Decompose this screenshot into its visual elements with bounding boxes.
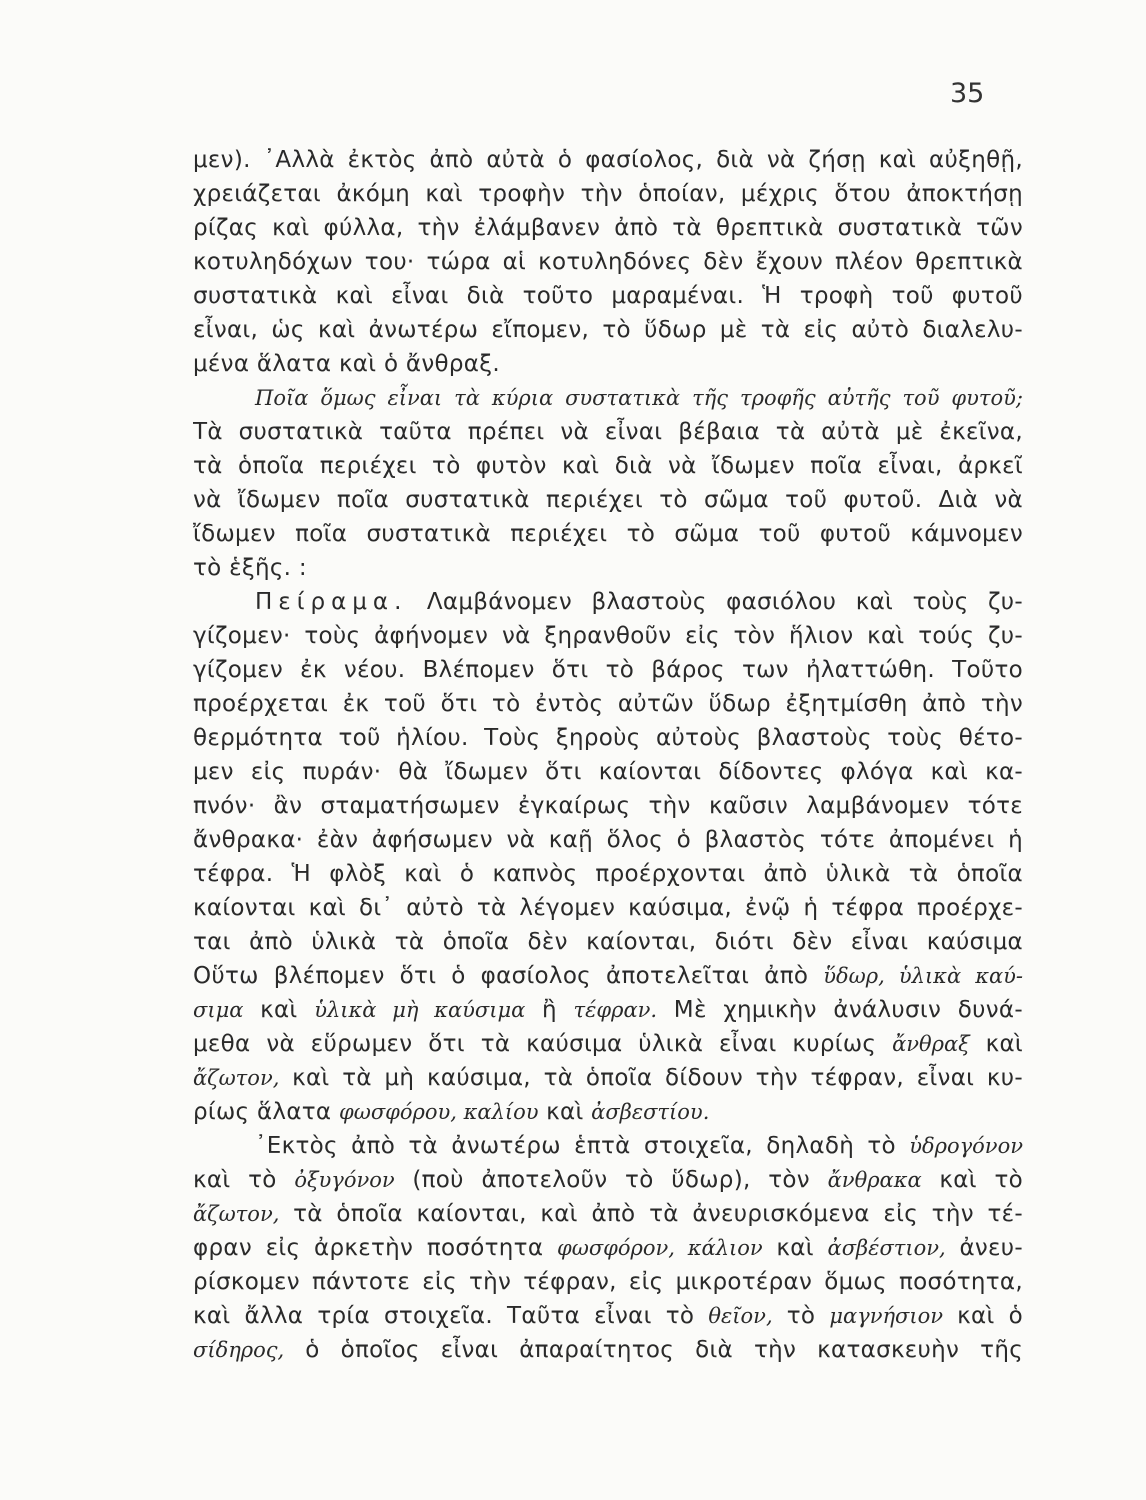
italic-term: μαγνήσιον [829, 1304, 944, 1328]
text-segment: καὶ [969, 1031, 1023, 1057]
text-line [193, 143, 1023, 177]
italic-term: ἄζωτον, [193, 1202, 280, 1226]
text-segment: Μὲ χημικὴν ἀνάλυσιν δυνά- [657, 997, 1023, 1023]
text-segment: μένα ἅλατα καὶ ὁ ἄνθραξ. [193, 351, 501, 377]
italic-term: φωσφόρον, κάλιον [557, 1236, 763, 1260]
text-segment: συστατικὰ καὶ εἶναι διὰ τοῦτο μαραμέναι. Ἡ τροφὴ τοῦ φυτοῦ [193, 283, 1023, 309]
text-segment: καίονται καὶ δι᾽ αὐτὸ τὰ λέγομεν καύσιμα, ἐνῷ ἡ τέφρα προέρχε- [193, 895, 1023, 921]
text-line [193, 415, 1023, 449]
text-segment: καὶ τὸ [193, 1167, 295, 1193]
text-segment: καὶ ὁ [943, 1303, 1023, 1329]
italic-term: ὑδρογόνον [909, 1134, 1023, 1158]
text-line [193, 1333, 1023, 1367]
italic-term: θεῖον, [708, 1304, 773, 1328]
text-line [193, 1027, 1023, 1061]
italic-term: φωσφόρου, καλίου [339, 1100, 539, 1124]
text-segment: γίζομεν ἐκ νέου. Βλέπομεν ὅτι τὸ βάρος των ἠλαττώθη. Τοῦτο [193, 657, 1023, 683]
italic-term: σιμα [193, 998, 244, 1022]
text-line [193, 721, 1023, 755]
italic-term: ἄνθραξ [892, 1032, 970, 1056]
text-segment: γίζομεν· τοὺς ἀφήνομεν νὰ ξηρανθοῦν εἰς τὸν ἥλιον καὶ τούς ζυ- [193, 623, 1023, 649]
text-line [193, 585, 1023, 619]
text-segment: προέρχεται ἐκ τοῦ ὅτι τὸ ἐντὸς αὐτῶν ὕδωρ ἐξητμίσθη ἀπὸ τὴν [193, 691, 1023, 717]
text-segment: καὶ [538, 1099, 592, 1125]
text-line [193, 483, 1023, 517]
text-segment: Λαμβάνομεν βλαστοὺς φασιόλου καὶ τοὺς ζυ- [407, 589, 1023, 615]
text-segment: θερμότητα τοῦ ἡλίου. Τοὺς ξηροὺς αὐτοὺς βλαστοὺς τοὺς θέτο- [193, 725, 1023, 751]
text-segment: μεθα νὰ εὕρωμεν ὅτι τὰ καύσιμα ὑλικὰ εἶναι κυρίως [193, 1031, 893, 1057]
text-segment: τὰ ὁποῖα καίονται, καὶ ἀπὸ τὰ ἀνευρισκόμενα εἰς τὴν τέ- [279, 1201, 1023, 1227]
text-segment: μεν εἰς πυράν· θὰ ἴδωμεν ὅτι καίονται δίδοντες φλόγα καὶ κα- [193, 759, 1023, 785]
text-line [193, 313, 1023, 347]
text-segment: μεν). ᾽Αλλὰ ἐκτὸς ἀπὸ αὐτὰ ὁ φασίολος, διὰ νὰ ζήσῃ καὶ αὐξηθῇ, [193, 147, 1023, 173]
text-line [193, 1265, 1023, 1299]
text-line [193, 619, 1023, 653]
text-line [193, 1299, 1023, 1333]
text-segment: ᾽Εκτὸς ἀπὸ τὰ ἀνωτέρω ἑπτὰ στοιχεῖα, δηλαδὴ τὸ [255, 1133, 910, 1159]
text-segment: τὰ ὁποῖα περιέχει τὸ φυτὸν καὶ διὰ νὰ ἴδωμεν ποῖα εἶναι, ἀρκεῖ [193, 453, 1023, 479]
text-line [193, 279, 1023, 313]
text-line [193, 211, 1023, 245]
italic-term: ἀσβέστιον, [827, 1236, 946, 1260]
text-segment: φραν εἰς ἀρκετὴν ποσότητα [193, 1235, 558, 1261]
text-segment: κοτυληδόχων του· τώρα αἱ κοτυληδόνες δὲν ἔχουν πλέον θρεπτικὰ [193, 249, 1023, 275]
text-line [193, 1095, 1023, 1129]
text-segment: (ποὺ ἀποτελοῦν τὸ ὕδωρ), τὸν [394, 1167, 828, 1193]
italic-term: ἄζωτον, [193, 1066, 280, 1090]
text-segment: τὸ [772, 1303, 830, 1329]
text-line [193, 959, 1023, 993]
spaced-heading: Πείραμα. [255, 589, 408, 615]
text-line [193, 1163, 1023, 1197]
text-segment: ἴδωμεν ποῖα συστατικὰ περιέχει τὸ σῶμα τοῦ φυτοῦ κάμνομεν [193, 521, 1023, 547]
text-segment: νὰ ἴδωμεν ποῖα συστατικὰ περιέχει τὸ σῶμα τοῦ φυτοῦ. Διὰ νὰ [193, 487, 1023, 513]
text-segment: ρίως ἅλατα [193, 1099, 340, 1125]
italic-term: σίδηρος, [193, 1338, 285, 1362]
text-line [193, 891, 1023, 925]
text-line [193, 347, 1023, 381]
text-segment: καὶ ἄλλα τρία στοιχεῖα. Ταῦτα εἶναι τὸ [193, 1303, 709, 1329]
text-segment: καὶ [762, 1235, 828, 1261]
text-segment: ἄνθρακα· ἐὰν ἀφήσωμεν νὰ καῇ ὅλος ὁ βλαστὸς τότε ἀπομένει ἡ [193, 827, 1023, 853]
text-line [193, 449, 1023, 483]
text-segment: ὁ ὁποῖος εἶναι ἀπαραίτητος διὰ τὴν κατασκευὴν τῆς [284, 1337, 1023, 1363]
text-segment: τὸ ἑξῆς. : [193, 555, 307, 581]
text-line [193, 789, 1023, 823]
text-line [193, 381, 1023, 415]
italic-term: ἀσβεστίου. [591, 1100, 710, 1124]
text-line [193, 823, 1023, 857]
italic-term: ἄνθρακα [827, 1168, 922, 1192]
text-line [193, 245, 1023, 279]
text-segment: Οὕτω βλέπομεν ὅτι ὁ φασίολος ἀποτελεῖται ἀπὸ [193, 963, 824, 989]
text-line [193, 755, 1023, 789]
text-segment: ἀνευ- [945, 1235, 1023, 1261]
text-segment: ἢ [525, 997, 574, 1023]
italic-term: ὑλικὰ μὴ καύσιμα [314, 998, 526, 1022]
italic-term: τέφραν. [573, 998, 658, 1022]
text-segment: πνόν· ἂν σταματήσωμεν ἐγκαίρως τὴν καῦσιν λαμβάνομεν τότε [193, 793, 1023, 819]
italic-term: Ποῖα ὅμως εἶναι τὰ κύρια συστατικὰ τῆς τροφῆς αὐτῆς τοῦ φυτοῦ; [255, 386, 1023, 410]
italic-term: ὀξυγόνον [294, 1168, 395, 1192]
text-segment: Τὰ συστατικὰ ταῦτα πρέπει νὰ εἶναι βέβαια τὰ αὐτὰ μὲ ἐκεῖνα, [193, 419, 1023, 445]
text-segment: καὶ [243, 997, 315, 1023]
text-line [193, 551, 1023, 585]
text-line [193, 993, 1023, 1027]
text-line [193, 517, 1023, 551]
text-line [193, 177, 1023, 211]
text-line [193, 1129, 1023, 1163]
body-text [193, 143, 1023, 1367]
text-segment: καὶ τὰ μὴ καύσιμα, τὰ ὁποῖα δίδουν τὴν τέφραν, εἶναι κυ- [279, 1065, 1023, 1091]
text-line [193, 653, 1023, 687]
text-segment: ρίσκομεν πάντοτε εἰς τὴν τέφραν, εἰς μικροτέραν ὅμως ποσότητα, [193, 1269, 1023, 1295]
text-line [193, 687, 1023, 721]
text-line [193, 1197, 1023, 1231]
text-line [193, 925, 1023, 959]
text-line [193, 857, 1023, 891]
text-segment: τέφρα. Ἡ φλὸξ καὶ ὁ καπνὸς προέρχονται ἀπὸ ὑλικὰ τὰ ὁποῖα [193, 861, 1023, 887]
text-segment: καὶ τὸ [921, 1167, 1023, 1193]
text-segment: χρειάζεται ἀκόμη καὶ τροφὴν τὴν ὁποίαν, μέχρις ὅτου ἀποκτήσῃ [193, 181, 1023, 207]
text-line [193, 1061, 1023, 1095]
text-segment: ρίζας καὶ φύλλα, τὴν ἐλάμβανεν ἀπὸ τὰ θρεπτικὰ συστατικὰ τῶν [193, 215, 1023, 241]
italic-term: ὕδωρ, ὑλικὰ καύ- [823, 964, 1023, 988]
text-line [193, 1231, 1023, 1265]
page-number: 35 [950, 78, 985, 109]
text-segment: εἶναι, ὡς καὶ ἀνωτέρω εἴπομεν, τὸ ὕδωρ μὲ τὰ εἰς αὐτὸ διαλελυ- [193, 317, 1023, 343]
text-segment: ται ἀπὸ ὑλικὰ τὰ ὁποῖα δὲν καίονται, διότι δὲν εἶναι καύσιμα [193, 929, 1023, 955]
